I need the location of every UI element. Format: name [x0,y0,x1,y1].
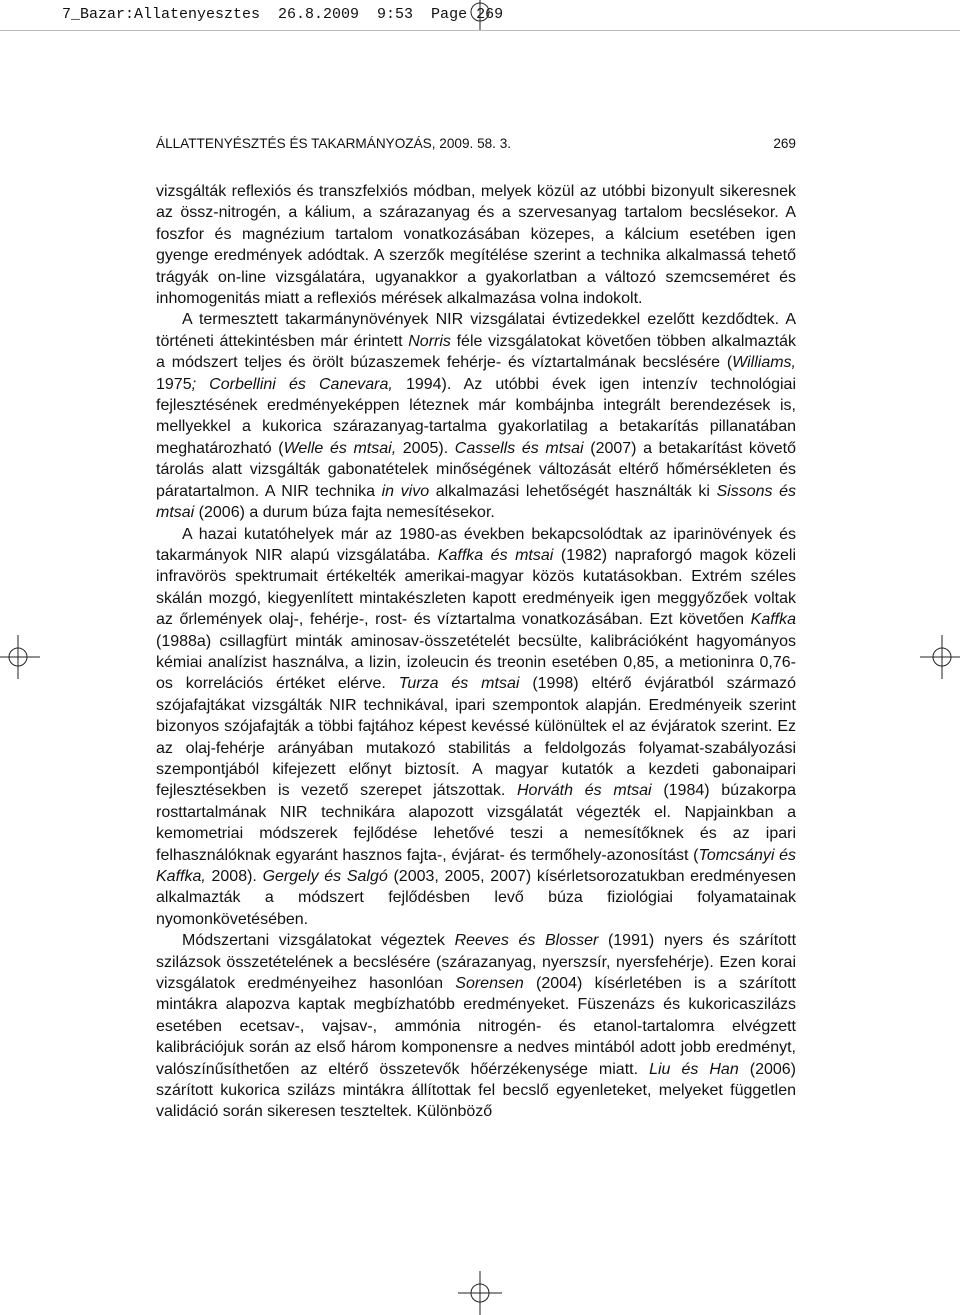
citation-italic: in vivo [381,482,430,500]
citation-italic: Cassells és mtsai [454,439,584,457]
citation-italic: Williams, [732,354,796,372]
running-head [156,136,796,152]
text-run: 2008). [205,868,263,885]
registration-mark-bottom [458,1271,502,1315]
print-slug: 7_Bazar:Allatenyesztes 26.8.2009 9:53 Page 269 [62,6,504,23]
text-run: (2006) a durum búza fajta nemesítésekor. [194,504,495,522]
article-body [156,181,796,1123]
citation-italic: Welle és mtsai, [283,439,397,457]
text-run: féle vizsgálatokat követően többen alkalmazták a módszert teljes és örölt búzaszemek fehérje- és víztartalmának becslésére ( [156,332,796,372]
text-run: Módszertani vizsgálatokat végeztek [182,932,455,950]
citation-italic: Horváth és mtsai [517,782,652,800]
registration-mark-right [916,635,960,679]
citation-italic: Norris [408,332,451,350]
text-run: (2006) szárított kukorica szilázs mintákra állítottak fel becslő egyenleteket, melyeket független validáció során sikeresen teszteltek. Különböző [156,1060,796,1121]
citation-italic: Turza és mtsai [398,675,520,693]
citation-italic: Sorensen [455,975,524,993]
text-run: A termesztett takarmánynövények NIR vizsgálatai évtizedekkel ezelőtt kezdődtek. A történeti áttekintésben már érintett [156,311,796,350]
citation-italic: Kaffka [750,611,796,629]
text-run: (1991) nyers és szárított szilázsok összetételének a becslésére (szárazanyag, nyerszsír, nyersfehérje). Ezen korai vizsgálatok eredményeihez hasonlóan [156,932,797,993]
citation-italic: Tomcsányi és Kaffka, [156,846,796,885]
paragraph [156,309,796,523]
text-run: (2004) kísérletében is a szárított mintákra alapozva kaptak megbízhatóbb eredményeket. Füszenázs és kukoricaszilázs esetében ecetsav-, vajsav-, ammónia nitrogén- és etanol-tartalomra elvégzett kalibrációjuk során az első három komponensre a nedves mintából adott jobb eredményt, valószínűsíthetően az eltérő összetevők hőérzékenysége miatt. [156,975,796,1078]
text-run: alkalmazási lehetőségét használták ki [429,482,717,500]
text-run: (1998) eltérő évjáratból származó szójafajtákat vizsgálták NIR technikával, ipari szempontok alapján. Eredményeik szerint bizonyos szójafajták a többi fajtához képest kevéssé különültek el az évjáratok szerint. Ez az olaj-fehérje arányában mutakozó stabilitás a feldolgozás folyamat-szabályozási szempontjából kifejezett előnyt biztosít. A magyar kutatók a kezdeti gabonaipari fejlesztésekben is vezető szerepet játszottak. [156,675,797,800]
text-run: (1982) napraforgó magok közeli infravörös spektrumait értékelték amerikai-magyar közös kutatásokban. Extrém széles skálán mozgó, kiegyenlített mintakészleten kapott eredményeik igen meggyőzőek voltak az őrlemények olaj-, fehérje-, rost- és víztartalma vonatkozásában. Ezt követően [156,546,797,629]
text-run: (2007) a betakarítást követő tárolás alatt vizsgálták gabonatételek minőségének változását eltérő hőmérsékleten és páratartalmon. A NIR technika [156,439,797,500]
paragraph [156,930,796,1123]
paragraph [156,181,796,309]
registration-mark-left [0,635,44,679]
text-run: (1988a) csillagfürt minták aminosav-összetételét becsülte, kalibrációként hagyományos kémiai analízist használva, a lizin, izoleucin és treonin esetében 0,85, a metioninra 0,76-os korrelációs értéket elérve. [156,632,796,693]
paragraph [156,524,796,931]
citation-italic: Sissons és mtsai [156,482,797,522]
citation-italic: Kaffka és mtsai [437,546,554,564]
text-run: 2005). [396,439,455,457]
journal-citation: ÁLLATTENYÉSZTÉS ÉS TAKARMÁNYOZÁS, 2009. 58. 3. [156,136,512,151]
text-run: A hazai kutatóhelyek már az 1980-as években bekapcsolódtak az iparinövények és takarmányok NIR alapú vizsgálatába. [156,525,796,564]
citation-italic: ; Corbellini és Canevara, [191,375,393,393]
text-run: vizsgálták reflexiós és transzfelxiós módban, melyek közül az utóbbi bizonyult sikeresnek az össz-nitrogén, a kálium, a szárazanyag és a szervesanyag tartalom becslésekor. A foszfor és magnézium tartalom vonatkozásában közepes, a kálcium esetében igen gyenge eredmények adódtak. A szerzők megítélése szerint a technika alkalmassá tehető trágyák on-line vizsgálatára, ugyanakkor a gyakorlatban a változó szemcseméret és inhomogenitás miatt a reflexiós mérések alkalmazása volna indokolt. [156,183,796,308]
citation-italic: Liu és Han [649,1060,739,1078]
page-number: 269 [773,136,796,151]
text-run: 1975 [156,375,192,393]
registration-mark-top [458,0,502,44]
text-run: 1994). Az utóbbi évek igen intenzív technológiai fejlesztésének eredményeképpen léteznek már kombájnba integrált berendezések is, mellyekkel a kukorica szárazanyag-tartalma gyakorlatilag a betakarítás pillanatában meghatározható ( [156,375,797,457]
citation-italic: Reeves és Blosser [454,932,599,950]
citation-italic: Gergely és Salgó [262,868,388,885]
text-run: (2003, 2005, 2007) kísérletsorozatukban eredményesen alkalmazták a módszert fejlődésben levő búza fiziológiai folyamatainak nyomonkövetésében. [156,868,797,928]
text-run: (1984) búzakorpa rosttartalmának NIR technikára alapozott vizsgálatát végezték el. Napjainkban a kemometriai módszerek fejlődése lehetővé teszi a nemesítőknek és az ipari felhasználóknak egyaránt hasznos fajta-, évjárat- és termőhely-azonosítást ( [156,782,797,864]
